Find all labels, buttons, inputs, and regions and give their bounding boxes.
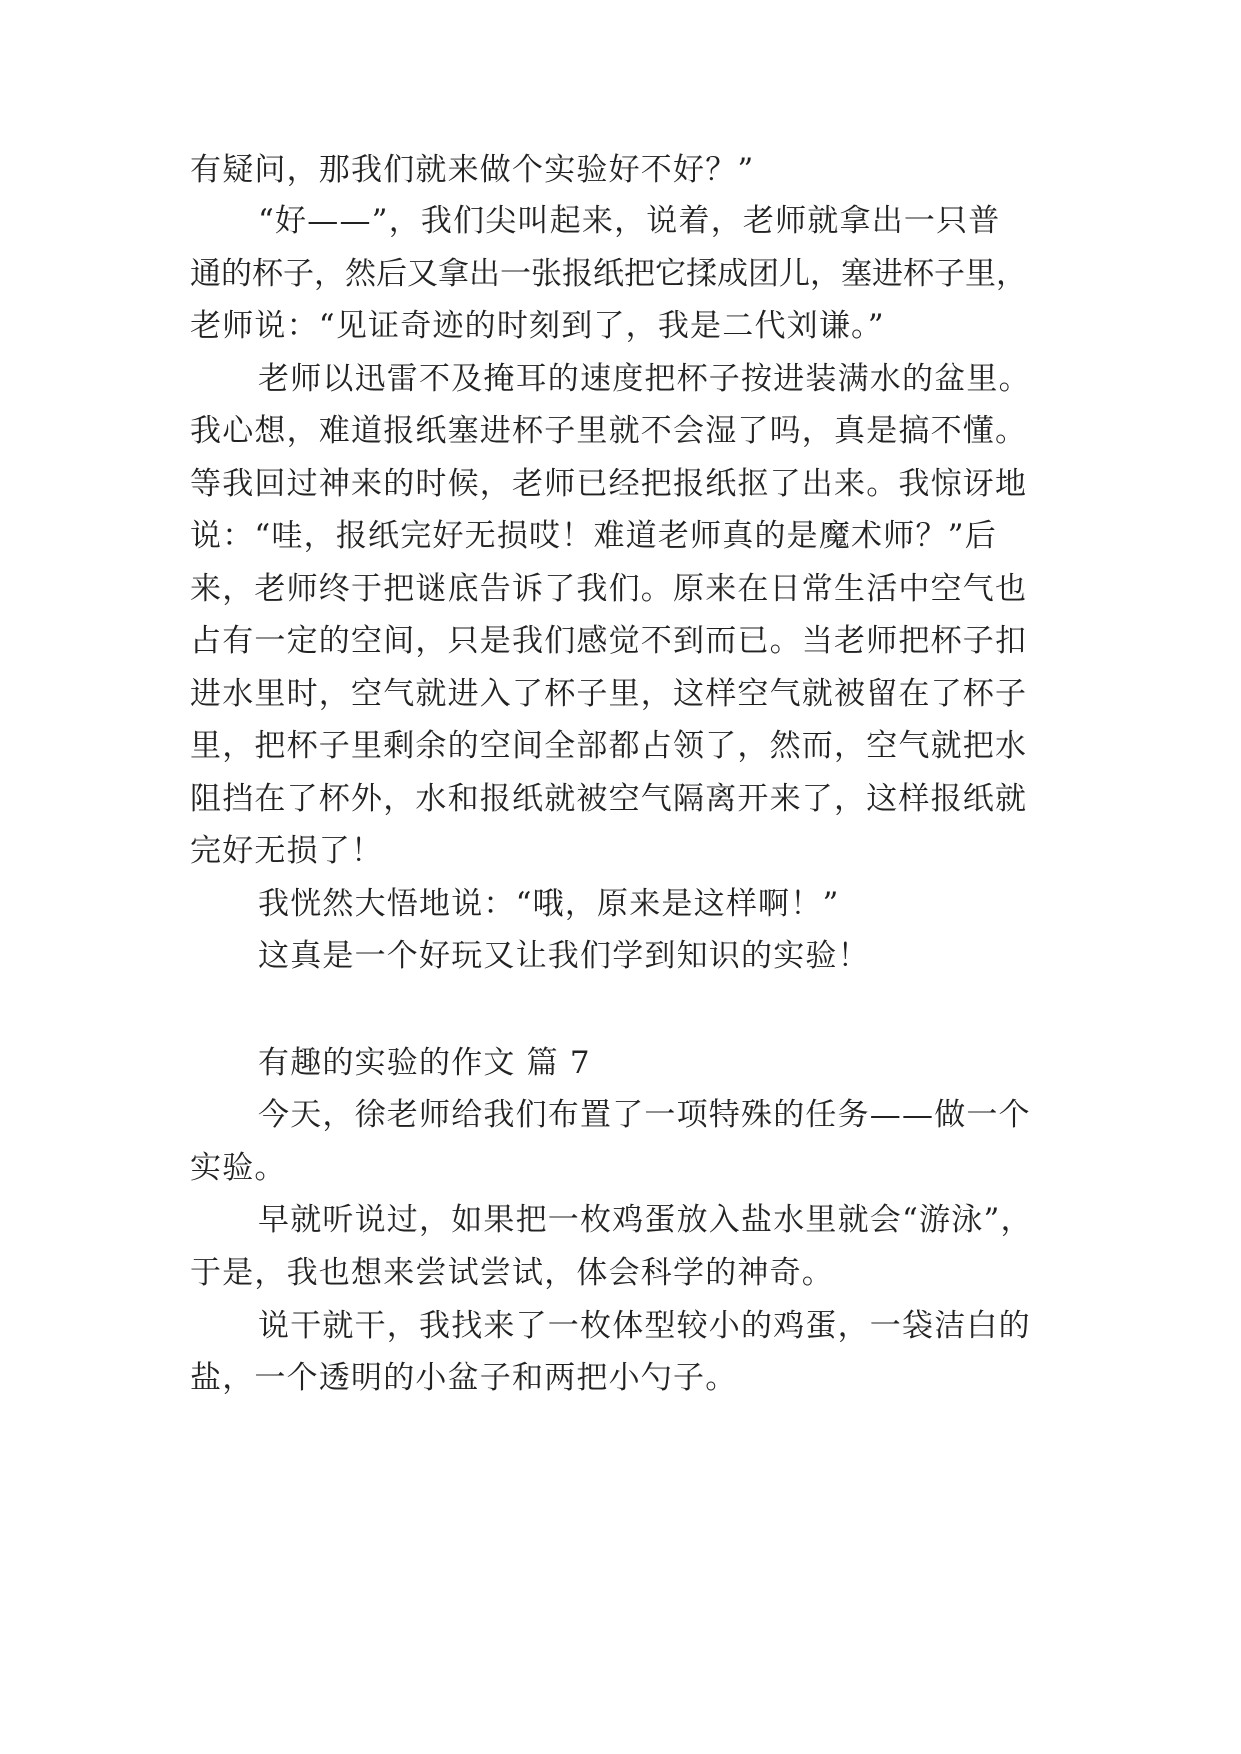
text-line: 完好无损了！: [190, 833, 384, 869]
section-heading: 有趣的实验的作文 篇 7: [258, 1045, 591, 1081]
text-line: 老师以迅雷不及掩耳的速度把杯子按进装满水的盆里。: [258, 361, 1031, 397]
text-line: 早就听说过，如果把一枚鸡蛋放入盐水里就会“游泳”，: [258, 1202, 1033, 1238]
text-line: 这真是一个好玩又让我们学到知识的实验！: [258, 938, 870, 974]
text-line: 我恍然大悟地说：“哦，原来是这样啊！”: [258, 886, 840, 922]
text-line: 我心想，难道报纸塞进杯子里就不会湿了吗，真是搞不懂。: [190, 413, 1028, 449]
text-line: 实验。: [190, 1150, 287, 1186]
text-line: 里，把杯子里剩余的空间全部都占领了，然而，空气就把水: [190, 728, 1028, 764]
text-line: 说：“哇，报纸完好无损哎！难道老师真的是魔术师？”后: [190, 518, 997, 554]
text-line: 说干就干，我找来了一枚体型较小的鸡蛋，一袋洁白的: [258, 1308, 1031, 1344]
text-line: 进水里时，空气就进入了杯子里，这样空气就被留在了杯子: [190, 676, 1028, 712]
text-line: 通的杯子，然后又拿出一张报纸把它揉成团儿，塞进杯子里，: [190, 256, 1027, 292]
text-line: 今天，徐老师给我们布置了一项特殊的任务——做一个: [258, 1097, 1031, 1133]
text-line: 于是，我也想来尝试尝试，体会科学的神奇。: [190, 1255, 834, 1291]
text-line: 盐，一个透明的小盆子和两把小勺子。: [190, 1360, 738, 1396]
text-line: 来，老师终于把谜底告诉了我们。原来在日常生活中空气也: [190, 571, 1028, 607]
text-line: 老师说：“见证奇迹的时刻到了，我是二代刘谦。”: [190, 308, 885, 344]
text-line: 阻挡在了杯外，水和报纸就被空气隔离开来了，这样报纸就: [190, 781, 1028, 817]
text-line: 有疑问，那我们就来做个实验好不好？”: [190, 152, 755, 188]
text-line: “好——”，我们尖叫起来，说着，老师就拿出一只普: [258, 203, 1001, 239]
text-line: 占有一定的空间，只是我们感觉不到而已。当老师把杯子扣: [190, 623, 1028, 659]
text-line: 等我回过神来的时候，老师已经把报纸抠了出来。我惊讶地: [190, 466, 1028, 502]
